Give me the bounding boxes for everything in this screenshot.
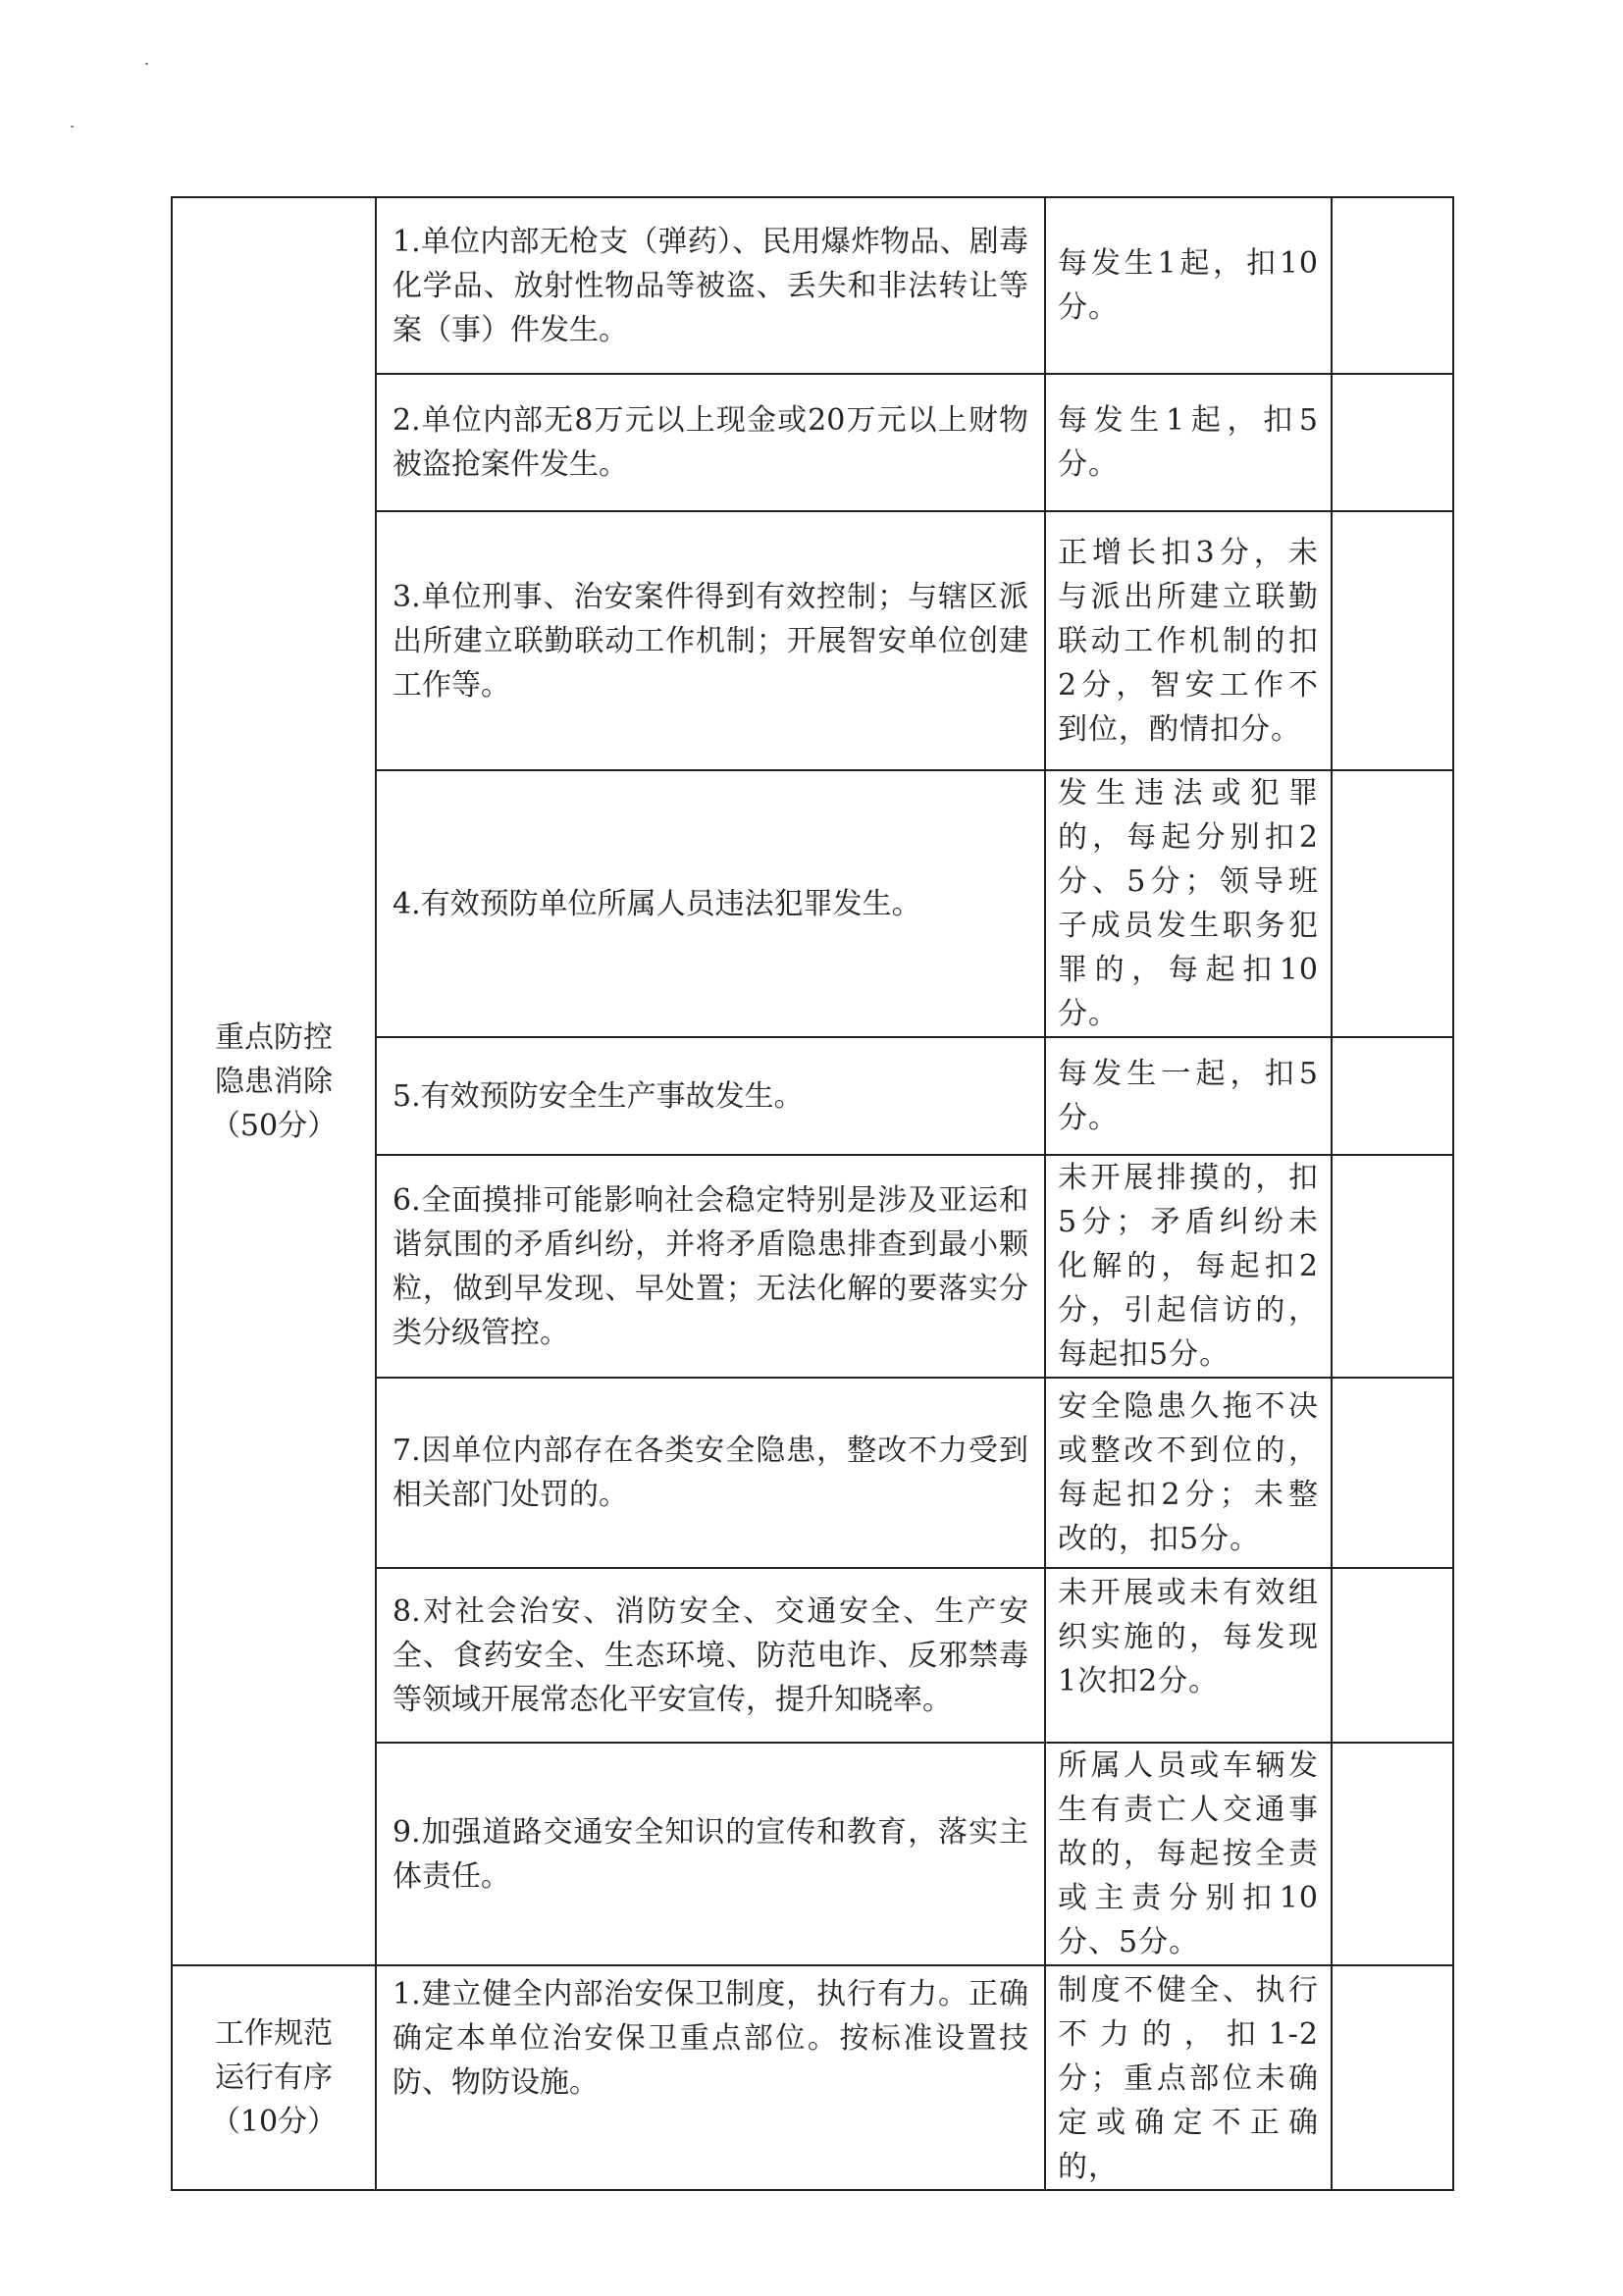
category-cell <box>172 197 376 1965</box>
penalty-cell: 制度不健全、执行不力的，扣1-2分；重点部位未确定或确定不正确的， <box>1045 1965 1332 2190</box>
score-cell <box>1332 197 1453 374</box>
penalty-cell: 未开展排摸的，扣5分；矛盾纠纷未化解的，每起扣2分，引起信访的，每起扣5分。 <box>1045 1155 1332 1378</box>
requirement-cell: 4.有效预防单位所属人员违法犯罪发生。 <box>376 770 1045 1037</box>
score-cell <box>1332 1378 1453 1568</box>
requirement-cell: 2.单位内部无8万元以上现金或20万元以上财物被盗抢案件发生。 <box>376 374 1045 511</box>
scan-speck <box>71 126 74 128</box>
score-cell <box>1332 770 1453 1037</box>
penalty-cell: 所属人员或车辆发生有责亡人交通事故的，每起按全责或主责分别扣10分、5分。 <box>1045 1743 1332 1965</box>
requirement-cell: 9.加强道路交通安全知识的宣传和教育，落实主体责任。 <box>376 1743 1045 1965</box>
requirement-cell: 8.对社会治安、消防安全、交通安全、生产安全、食药安全、生态环境、防范电诈、反邪禁毒等领域开展常态化平安宣传，提升知晓率。 <box>376 1568 1045 1743</box>
category-cell <box>172 1965 376 2190</box>
category-line: 重点防控 <box>215 1019 333 1055</box>
score-cell <box>1332 374 1453 511</box>
penalty-cell: 未开展或未有效组织实施的，每发现1次扣2分。 <box>1045 1568 1332 1743</box>
requirement-cell: 7.因单位内部存在各类安全隐患，整改不力受到相关部门处罚的。 <box>376 1378 1045 1568</box>
requirement-cell: 6.全面摸排可能影响社会稳定特别是涉及亚运和谐氛围的矛盾纠纷，并将矛盾隐患排查到最小颗粒，做到早发现、早处置；无法化解的要落实分类分级管控。 <box>376 1155 1045 1378</box>
table-row <box>172 197 1453 374</box>
table-row <box>172 1965 1453 2190</box>
score-cell <box>1332 1965 1453 2190</box>
requirement-cell: 1.建立健全内部治安保卫制度，执行有力。正确确定本单位治安保卫重点部位。按标准设置技防、物防设施。 <box>376 1965 1045 2190</box>
requirement-cell: 5.有效预防安全生产事故发生。 <box>376 1037 1045 1155</box>
category-line: 工作规范 <box>215 2016 333 2051</box>
requirement-cell: 1.单位内部无枪支（弹药）、民用爆炸物品、剧毒化学品、放射性物品等被盗、丢失和非法转让等案（事）件发生。 <box>376 197 1045 374</box>
score-cell <box>1332 1037 1453 1155</box>
score-cell <box>1332 1155 1453 1378</box>
score-cell <box>1332 511 1453 770</box>
assessment-table <box>171 196 1454 2191</box>
penalty-cell: 每发生1起，扣10分。 <box>1045 197 1332 374</box>
category-line: （10分） <box>210 2105 338 2139</box>
category-line: 隐患消除 <box>215 1064 333 1099</box>
category-line: 运行有序 <box>215 2061 333 2095</box>
penalty-cell: 正增长扣3分，未与派出所建立联勤联动工作机制的扣2分，智安工作不到位，酌情扣分。 <box>1045 511 1332 770</box>
score-cell <box>1332 1568 1453 1743</box>
penalty-cell: 安全隐患久拖不决或整改不到位的，每起扣2分；未整改的，扣5分。 <box>1045 1378 1332 1568</box>
scan-speck <box>145 63 148 65</box>
penalty-cell: 发生违法或犯罪的，每起分别扣2分、5分；领导班子成员发生职务犯罪的，每起扣10分。 <box>1045 770 1332 1037</box>
penalty-cell: 每发生1起，扣5分。 <box>1045 374 1332 511</box>
requirement-cell: 3.单位刑事、治安案件得到有效控制；与辖区派出所建立联勤联动工作机制；开展智安单位创建工作等。 <box>376 511 1045 770</box>
category-line: （50分） <box>210 1108 338 1143</box>
score-cell <box>1332 1743 1453 1965</box>
penalty-cell: 每发生一起，扣5分。 <box>1045 1037 1332 1155</box>
